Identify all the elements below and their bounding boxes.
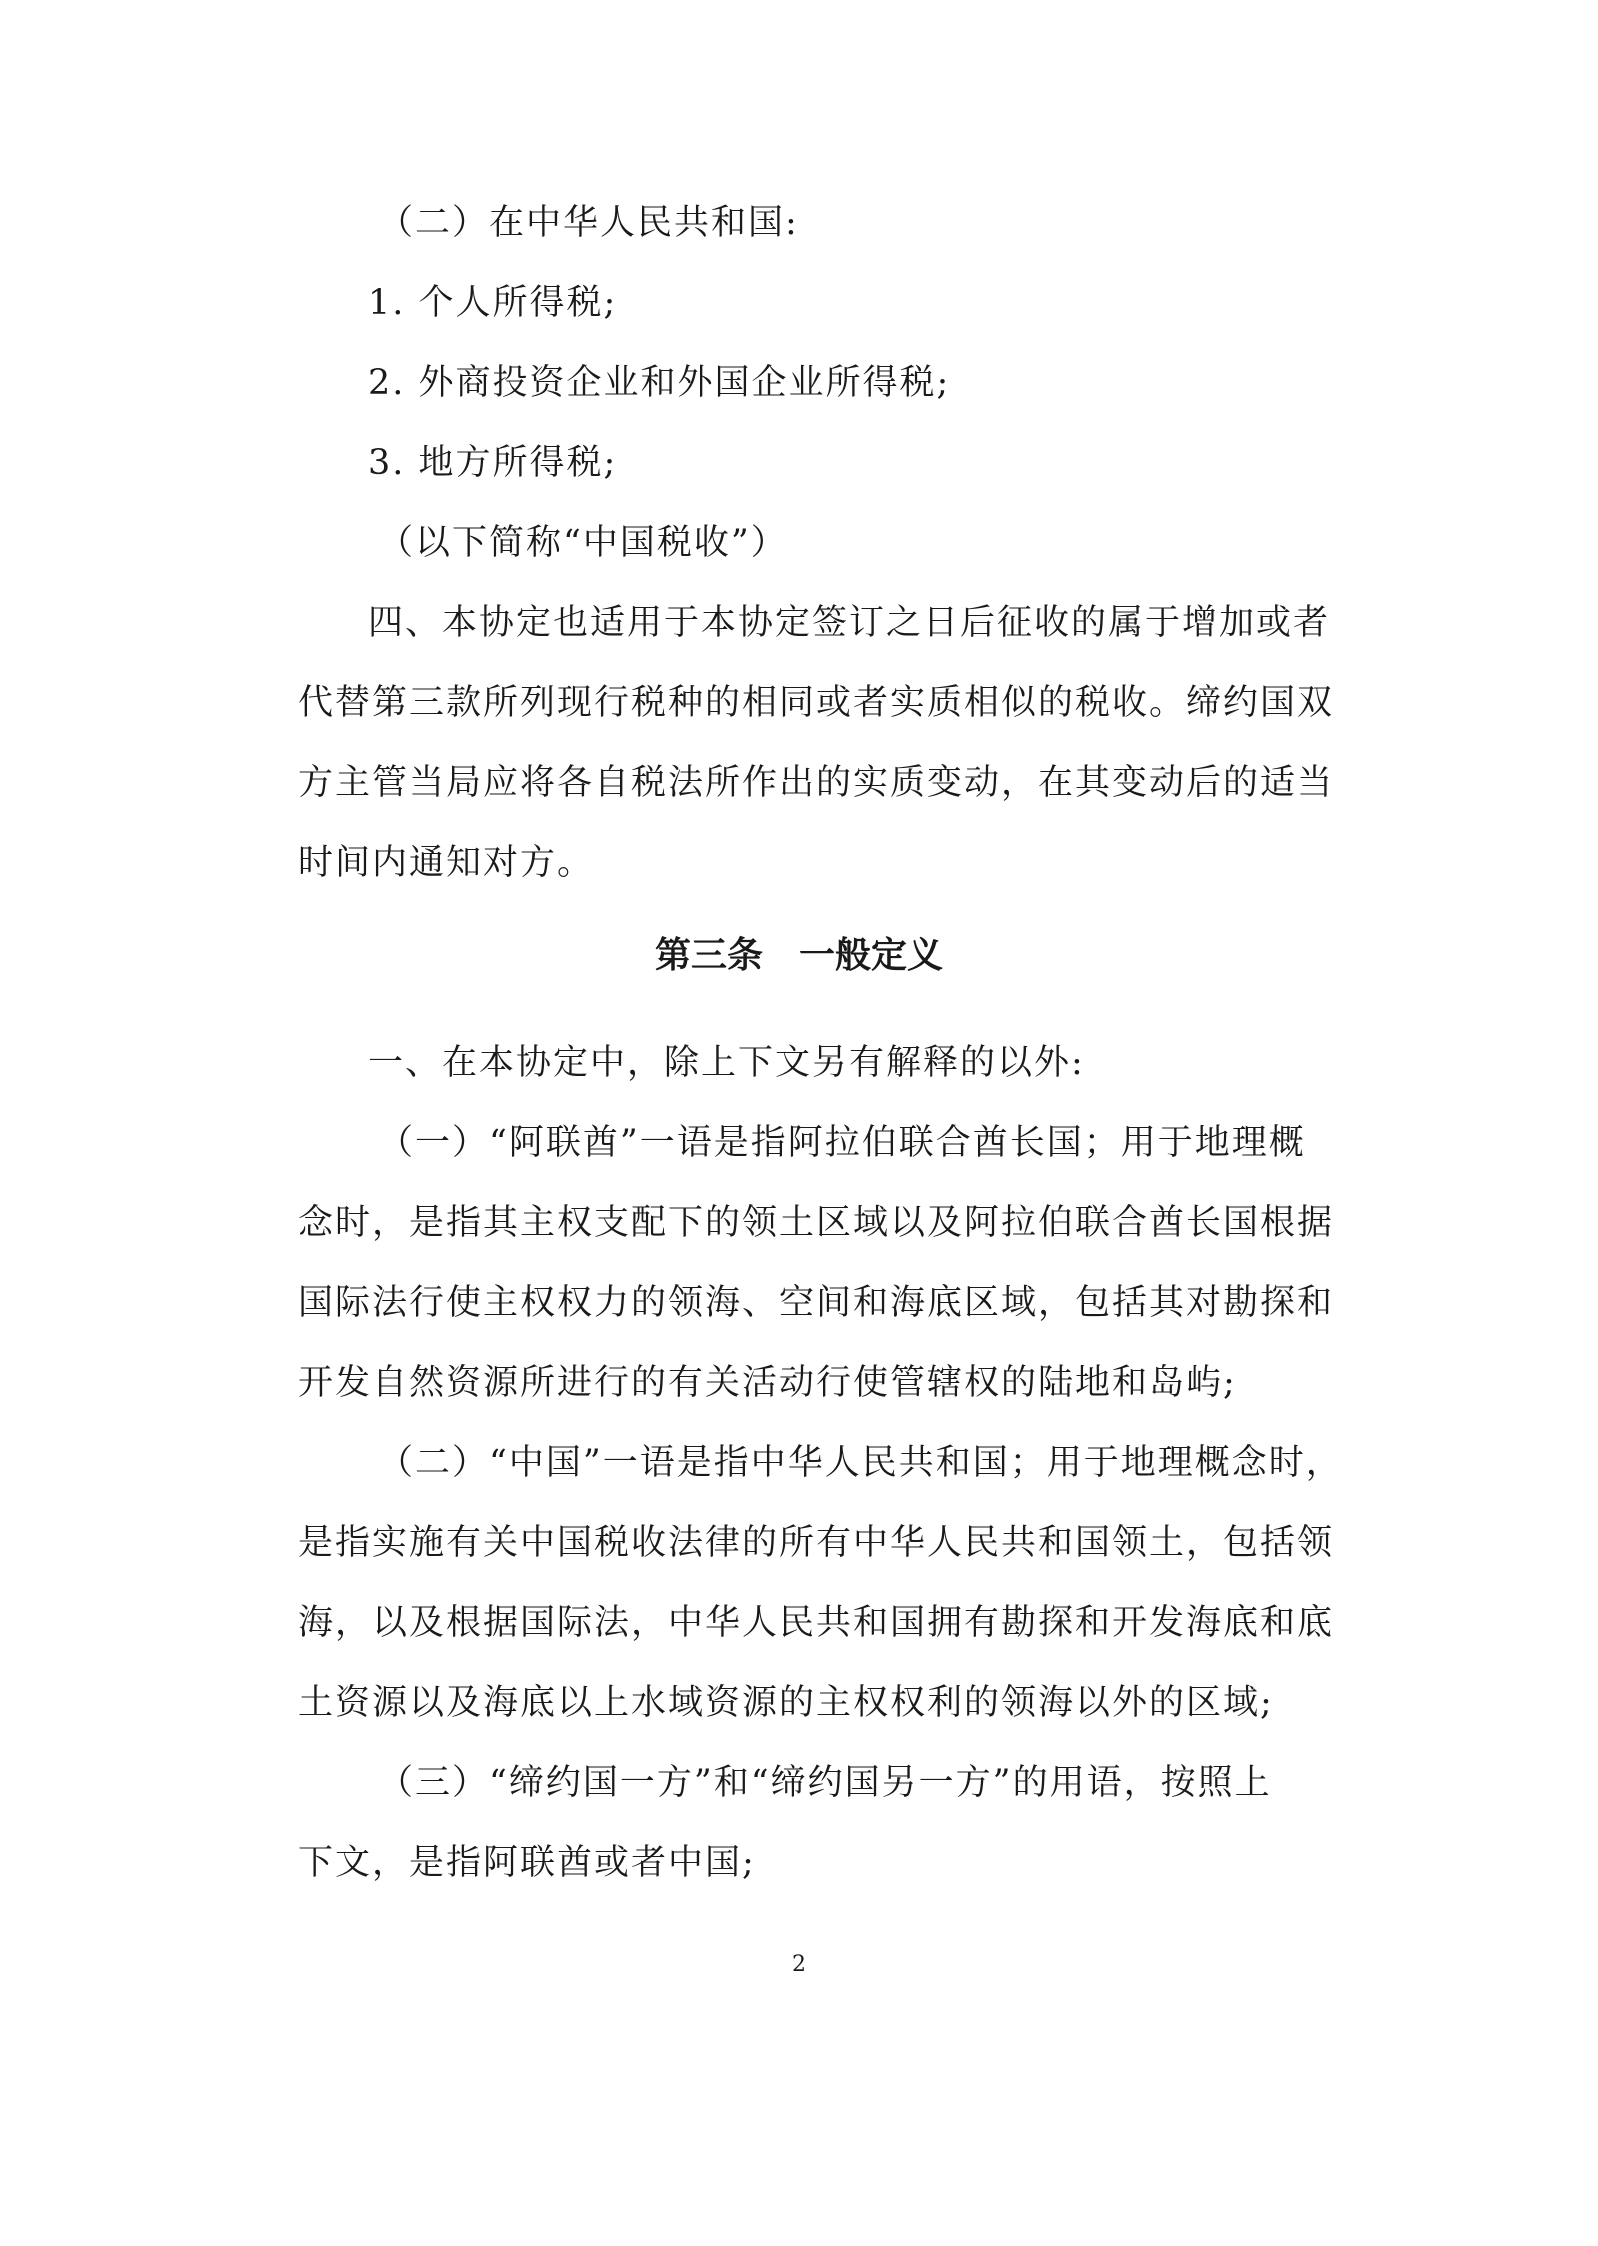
- para4-line: 方主管当局应将各自税法所作出的实质变动，在其变动后的适当: [298, 763, 1335, 803]
- def1-line: 国际法行使主权权力的领海、空间和海底区域，包括其对勘探和: [298, 1283, 1335, 1323]
- clause-2-china-heading: （二）在中华人民共和国:: [378, 203, 799, 243]
- def2-line: 是指实施有关中国税收法律的所有中华人民共和国领土，包括领: [298, 1523, 1335, 1563]
- def3-line: 下文，是指阿联酋或者中国;: [298, 1843, 756, 1883]
- def2-line: 海，以及根据国际法，中华人民共和国拥有勘探和开发海底和底: [298, 1603, 1335, 1643]
- para4-line: 时间内通知对方。: [298, 843, 595, 883]
- def1-line: 开发自然资源所进行的有关活动行使管辖权的陆地和岛屿;: [298, 1363, 1237, 1403]
- article-heading: 第三条 一般定义: [654, 935, 943, 976]
- def2-line: 土资源以及海底以上水域资源的主权权利的领海以外的区域;: [298, 1683, 1274, 1723]
- page-number: 2: [792, 1952, 806, 1977]
- def2-line: （二）“中国”一语是指中华人民共和国；用于地理概念时，: [378, 1443, 1343, 1483]
- para4-line: 四、本协定也适用于本协定签订之日后征收的属于增加或者: [368, 603, 1331, 643]
- tax-item-3: 3. 地方所得税;: [368, 443, 618, 483]
- def1-line: （一）“阿联酋”一语是指阿拉伯联合酋长国；用于地理概: [378, 1123, 1306, 1163]
- tax-item-1: 1. 个人所得税;: [368, 283, 618, 323]
- def3-line: （三）“缔约国一方”和“缔约国另一方”的用语，按照上: [378, 1763, 1272, 1803]
- china-tax-note: （以下简称“中国税收”）: [378, 523, 788, 563]
- tax-item-2: 2. 外商投资企业和外国企业所得税;: [368, 363, 951, 403]
- def1-line: 念时，是指其主权支配下的领土区域以及阿拉伯联合酋长国根据: [298, 1203, 1335, 1243]
- para4-line: 代替第三款所列现行税种的相同或者实质相似的税收。缔约国双: [298, 683, 1335, 723]
- definitions-intro: 一、在本协定中，除上下文另有解释的以外:: [368, 1043, 1085, 1083]
